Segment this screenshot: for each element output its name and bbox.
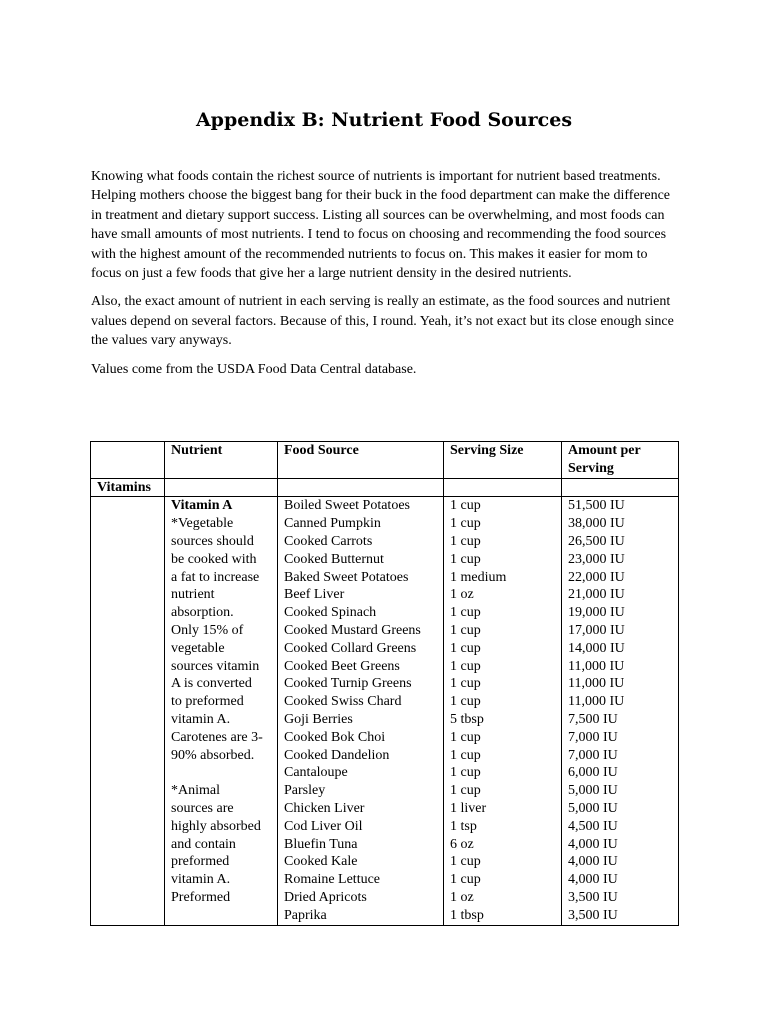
food-source-item: Cooked Mustard Greens — [284, 622, 421, 638]
amount-item: 6,000 IU — [568, 765, 618, 781]
amount-item: 11,000 IU — [568, 676, 625, 692]
serving-size-item: 1 cup — [450, 533, 481, 549]
food-source-item: Canned Pumpkin — [284, 516, 381, 532]
serving-size-item: 1 cup — [450, 498, 481, 514]
amount-item: 38,000 IU — [568, 516, 625, 532]
header-cell-serving-size: Serving Size — [444, 442, 562, 479]
serving-size-item: 6 oz — [450, 836, 474, 852]
food-source-item: Cooked Turnip Greens — [284, 676, 412, 692]
header-cell-food-source: Food Source — [278, 442, 444, 479]
paragraph: Knowing what foods contain the richest source of nutrients is important for nutrient based treatments. Helping mothers choose the biggest bang for their buck in the food department can make the difference in treatment and dietary support success. Listing all sources can be overwhelming, and most foods can have small amounts of most nutrients. I tend to focus on choosing and recommending the food sources with the highest amount of the recommended nutrients to focus on. This makes it easier for mom to focus on just a few foods that give her a large nutrient density in the desired nutrients. — [91, 169, 670, 282]
serving-size-item: 1 cup — [450, 783, 481, 799]
empty-cell — [562, 478, 679, 497]
table-header-row — [91, 442, 679, 479]
food-source-item: Cooked Spinach — [284, 605, 377, 621]
serving-size-item: 1 cup — [450, 747, 481, 763]
amount-item: 4,500 IU — [568, 818, 618, 834]
amount-item: 3,500 IU — [568, 907, 618, 923]
serving-size-item: 1 cup — [450, 729, 481, 745]
page-title: Appendix B: Nutrient Food Sources — [195, 109, 573, 131]
amount-item: 7,500 IU — [568, 711, 618, 727]
category-cell: Vitamins — [91, 478, 165, 497]
amount-item: 5,000 IU — [568, 800, 618, 816]
food-source-item: Chicken Liver — [284, 800, 365, 816]
empty-cell — [165, 478, 278, 497]
paragraph: Values come from the USDA Food Data Central database. — [91, 361, 417, 377]
food-source-item: Dried Apricots — [284, 889, 367, 905]
food-source-item: Baked Sweet Potatoes — [284, 569, 409, 585]
amount-item: 11,000 IU — [568, 658, 625, 674]
food-source-item: Goji Berries — [284, 711, 353, 727]
food-source-item: Cantaloupe — [284, 765, 348, 781]
serving-size-item: 1 oz — [450, 889, 474, 905]
amount-item: 4,000 IU — [568, 836, 618, 852]
serving-size-item: 1 cup — [450, 676, 481, 692]
empty-cell — [444, 478, 562, 497]
serving-size-item: 1 cup — [450, 551, 481, 567]
nutrient-row — [91, 497, 679, 925]
serving-size-item: 1 cup — [450, 516, 481, 532]
food-source-item: Cooked Kale — [284, 854, 358, 870]
amount-item: 7,000 IU — [568, 747, 618, 763]
paragraph: Also, the exact amount of nutrient in each serving is really an estimate, as the food sources and nutrient values depend on several factors. Because of this, I round. Yeah, it’s not exact but its close enough since the values vary anyways. — [91, 294, 674, 349]
serving-size-item: 1 liver — [450, 800, 487, 816]
food-source-item: Parsley — [284, 783, 326, 799]
amount-item: 4,000 IU — [568, 854, 618, 870]
food-source-item: Cooked Beet Greens — [284, 658, 400, 674]
food-source-item: Boiled Sweet Potatoes — [284, 498, 410, 514]
category-row — [91, 478, 679, 497]
amount-item: 14,000 IU — [568, 640, 625, 656]
food-source-item: Cooked Dandelion — [284, 747, 390, 763]
serving-size-item: 1 cup — [450, 640, 481, 656]
serving-size-item: 1 cup — [450, 622, 481, 638]
header-cell-category — [91, 442, 165, 479]
intro-text — [91, 167, 681, 388]
nutrient-cell — [165, 497, 278, 925]
food-source-item: Cod Liver Oil — [284, 818, 363, 834]
nutrient-table — [90, 441, 679, 926]
serving-size-item: 1 cup — [450, 658, 481, 674]
food-source-item: Cooked Collard Greens — [284, 640, 417, 656]
amount-item: 51,500 IU — [568, 498, 625, 514]
amount-item: 26,500 IU — [568, 533, 625, 549]
empty-cell — [278, 478, 444, 497]
amount-item: 4,000 IU — [568, 872, 618, 888]
serving-size-item: 1 cup — [450, 694, 481, 710]
food-source-item: Beef Liver — [284, 587, 345, 603]
header-cell-amount: Amount per Serving — [562, 442, 679, 479]
serving-size-item: 1 medium — [450, 569, 507, 585]
amount-item: 19,000 IU — [568, 605, 625, 621]
empty-cell — [91, 497, 165, 925]
food-source-item: Cooked Bok Choi — [284, 729, 386, 745]
amount-item: 3,500 IU — [568, 889, 618, 905]
serving-size-item: 1 cup — [450, 765, 481, 781]
amount-item: 5,000 IU — [568, 783, 618, 799]
serving-size-item: 5 tbsp — [450, 711, 484, 727]
amount-item: 11,000 IU — [568, 694, 625, 710]
amount-item: 23,000 IU — [568, 551, 625, 567]
amount-item: 7,000 IU — [568, 729, 618, 745]
serving-size-list — [444, 497, 562, 925]
serving-size-item: 1 cup — [450, 872, 481, 888]
serving-size-item: 1 cup — [450, 854, 481, 870]
amount-item: 22,000 IU — [568, 569, 625, 585]
food-source-item: Romaine Lettuce — [284, 872, 381, 888]
food-source-item: Cooked Swiss Chard — [284, 694, 402, 710]
header-cell-nutrient: Nutrient — [165, 442, 278, 479]
food-source-item: Paprika — [284, 907, 327, 923]
food-source-item: Cooked Butternut — [284, 551, 384, 567]
amount-list — [562, 497, 679, 925]
food-source-item: Cooked Carrots — [284, 533, 373, 549]
serving-size-item: 1 tbsp — [450, 907, 484, 923]
nutrient-notes: *Vegetable sources should be cooked with a fat to increase nutrient absorption. Only 15% of vegetable sources vitamin A is converted to preformed vitamin A. Carotenes are 3- 90% absorbed. *Animal sources are highly absorbed and contain preformed vitamin A. Preformed — [171, 516, 263, 905]
serving-size-item: 1 oz — [450, 587, 474, 603]
serving-size-item: 1 cup — [450, 605, 481, 621]
amount-item: 17,000 IU — [568, 622, 625, 638]
serving-size-item: 1 tsp — [450, 818, 477, 834]
nutrient-name: Vitamin A — [171, 498, 233, 514]
food-source-list — [278, 497, 444, 925]
food-source-item: Bluefin Tuna — [284, 836, 358, 852]
amount-item: 21,000 IU — [568, 587, 625, 603]
